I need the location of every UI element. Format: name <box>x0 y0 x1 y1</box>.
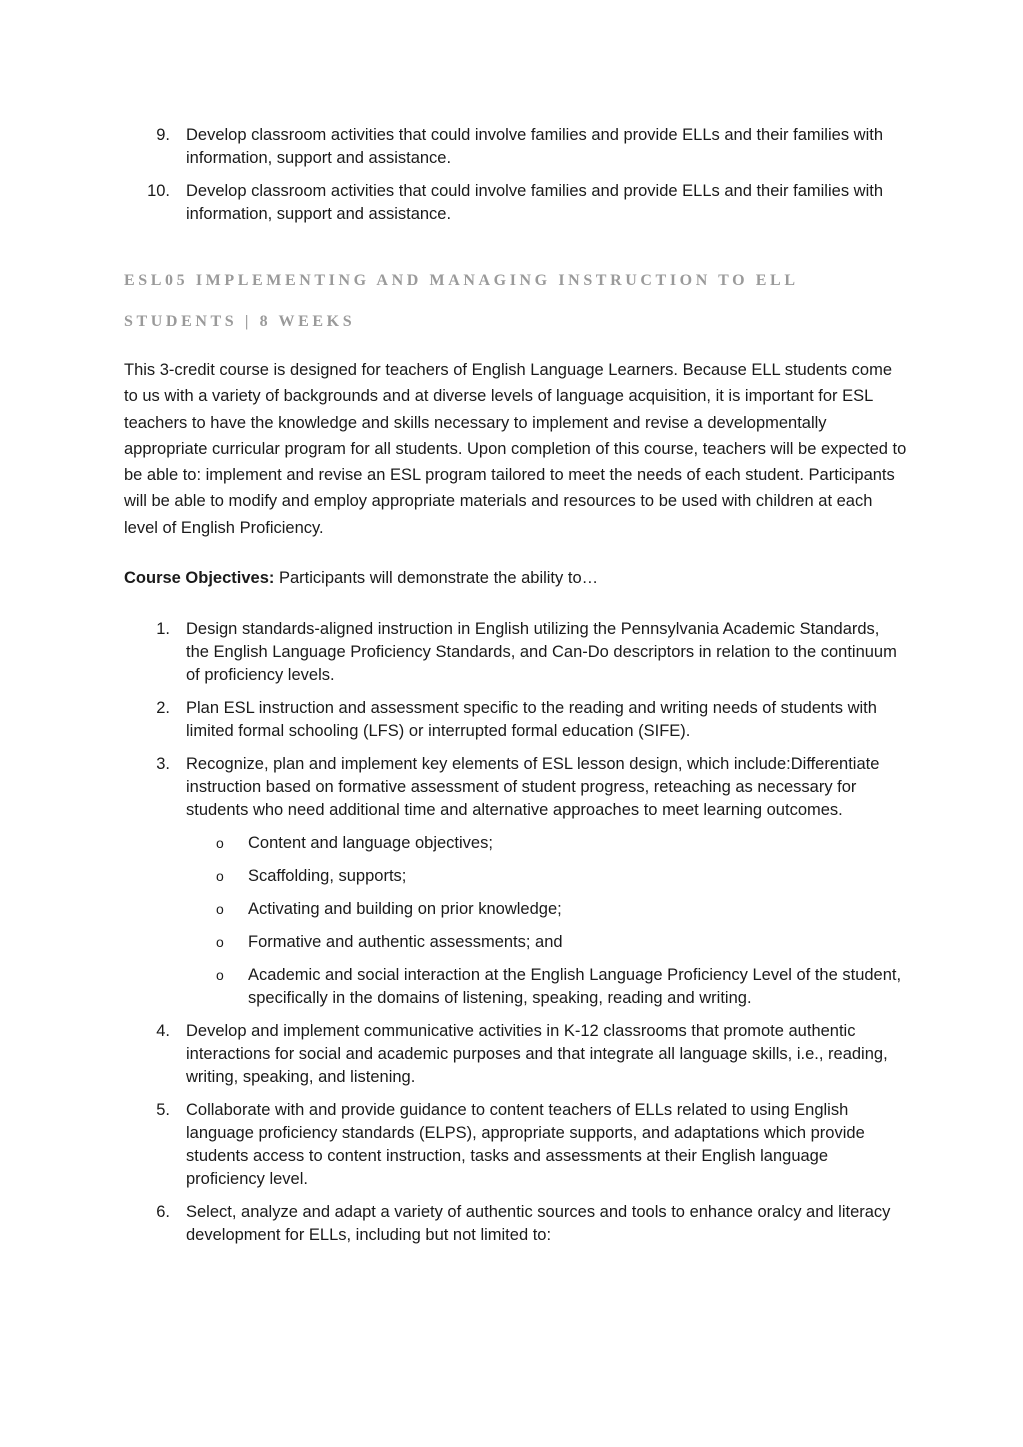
sub-list-item <box>186 865 904 888</box>
top-numbered-list <box>124 124 904 226</box>
list-text: Collaborate with and provide guidance to content teachers of ELLs related to using English language proficiency standards (ELPS), appropriate supports, and adaptations which provide students access to content instruction, tasks and assessments at their English language proficiency level. <box>186 1101 865 1188</box>
sub-list-text: Scaffolding, supports; <box>248 867 407 885</box>
circle-bullet-icon: o <box>216 901 224 917</box>
list-text: Design standards-aligned instruction in English utilizing the Pennsylvania Academic Standards, the English Language Proficiency Standards, and Can-Do descriptors in relation to the continuum of proficiency levels. <box>186 620 897 684</box>
course-description: This 3-credit course is designed for teachers of English Language Learners. Because ELL students come to us with a variety of backgrounds and at diverse levels of language acquisition, it is important for ESL teachers to have the knowledge and skills necessary to implement and revise a developmentally appropriate curricular program for all students. Upon completion of this course, teachers will be expected to be able to: implement and revise an ESL program tailored to meet the needs of each student. Participants will be able to modify and employ appropriate materials and resources to be used with children at each level of English Proficiency. <box>124 361 907 537</box>
list-number: 6. <box>156 1203 170 1221</box>
list-number: 4. <box>156 1022 170 1040</box>
course-objectives-label: Course Objectives: <box>124 569 275 587</box>
sub-list <box>186 832 904 1010</box>
list-text: Select, analyze and adapt a variety of authentic sources and tools to enhance oralcy and literacy development for ELLs, including but not limited to: <box>186 1203 891 1244</box>
list-number: 9. <box>156 126 170 144</box>
sub-list-item <box>186 931 904 954</box>
section-heading-line-2: STUDENTS | 8 WEEKS <box>124 313 356 330</box>
list-number: 5. <box>156 1101 170 1119</box>
course-objectives-line <box>124 567 598 590</box>
circle-bullet-icon: o <box>216 868 224 884</box>
sub-list-text: Content and language objectives; <box>248 834 493 852</box>
list-item <box>124 618 904 687</box>
sub-list-text: Formative and authentic assessments; and <box>248 933 563 951</box>
course-objectives-text: Participants will demonstrate the ability to… <box>274 569 599 587</box>
list-item <box>124 180 904 226</box>
sub-list-text: Activating and building on prior knowledge; <box>248 900 562 918</box>
list-text: Recognize, plan and implement key elements of ESL lesson design, which include:Differentiate instruction based on formative assessment of student progress, reteaching as necessary for students who need additional time and alternative approaches to meet learning outcomes. <box>186 755 880 819</box>
list-text: Develop and implement communicative activities in K-12 classrooms that promote authentic interactions for social and academic purposes and that integrate all language skills, i.e., reading, writing, speaking, and listening. <box>186 1022 888 1086</box>
section-heading-line-1: ESL05 IMPLEMENTING AND MANAGING INSTRUCTION TO ELL <box>124 272 799 289</box>
circle-bullet-icon: o <box>216 934 224 950</box>
objectives-list <box>124 618 904 1247</box>
list-number: 3. <box>156 755 170 773</box>
sub-list-item <box>186 898 904 921</box>
list-item <box>124 753 904 1010</box>
list-number: 10. <box>147 182 170 200</box>
circle-bullet-icon: o <box>216 967 224 983</box>
list-item <box>124 1201 904 1247</box>
list-item <box>124 124 904 170</box>
sub-list-item <box>186 964 904 1010</box>
list-number: 1. <box>156 620 170 638</box>
list-text: Develop classroom activities that could involve families and provide ELLs and their families with information, support and assistance. <box>186 126 883 167</box>
list-text: Plan ESL instruction and assessment specific to the reading and writing needs of students with limited formal schooling (LFS) or interrupted formal education (SIFE). <box>186 699 877 740</box>
sub-list-item <box>186 832 904 855</box>
list-item <box>124 1099 904 1191</box>
list-item <box>124 1020 904 1089</box>
list-item <box>124 697 904 743</box>
list-text: Develop classroom activities that could involve families and provide ELLs and their families with information, support and assistance. <box>186 182 883 223</box>
circle-bullet-icon: o <box>216 835 224 851</box>
sub-list-text: Academic and social interaction at the English Language Proficiency Level of the student, specifically in the domains of listening, speaking, reading and writing. <box>248 966 902 1007</box>
list-number: 2. <box>156 699 170 717</box>
